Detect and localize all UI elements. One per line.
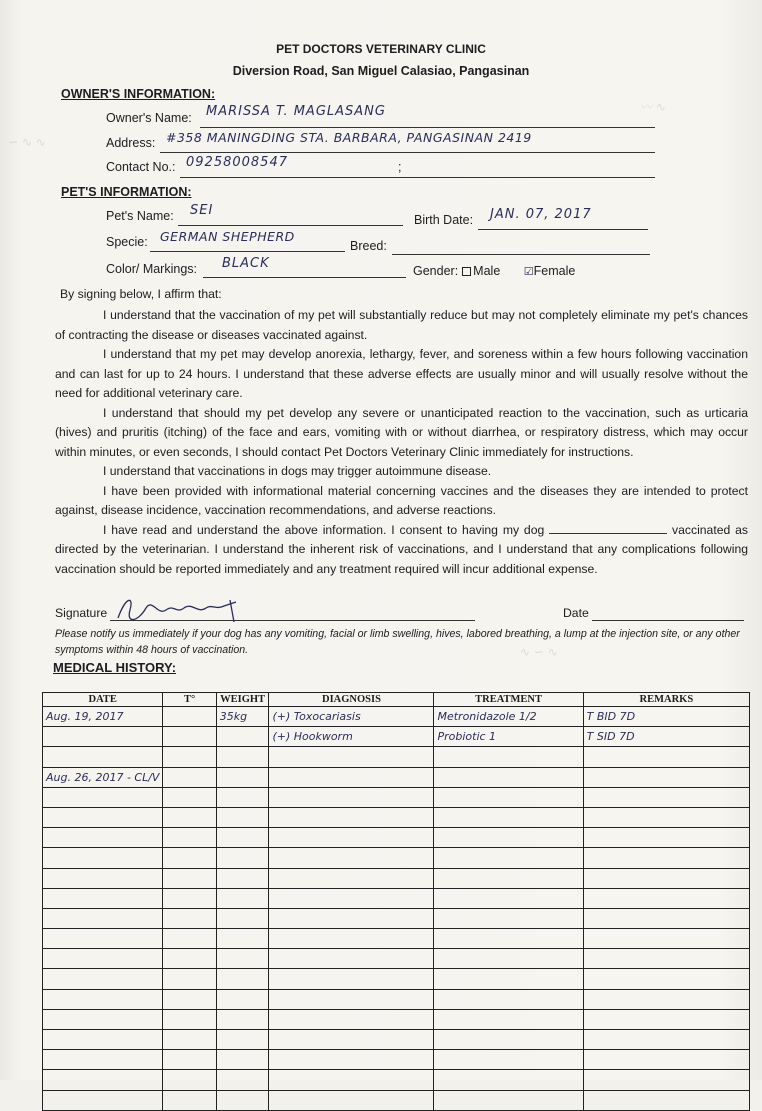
table-cell[interactable] [583, 929, 749, 949]
date-label: Date [563, 606, 589, 620]
consent-p4: I understand that vaccinations in dogs may trigger autoimmune disease. [103, 464, 492, 478]
table-row [43, 787, 750, 807]
table-row [43, 888, 750, 908]
gender-group [413, 264, 575, 278]
table-row [43, 807, 750, 827]
table-cell[interactable] [163, 908, 216, 928]
table-cell[interactable] [583, 1050, 749, 1070]
color-label: Color/ Markings: [106, 262, 197, 276]
address-field[interactable]: #358 MANINGDING STA. BARBARA, PANGASINAN 2419 [166, 130, 532, 145]
table-cell[interactable]: Aug. 19, 2017 [43, 707, 163, 727]
col-temp: T° [163, 693, 216, 707]
table-cell[interactable] [434, 888, 583, 908]
table-cell[interactable] [434, 949, 583, 969]
pet-name-field[interactable]: SEI [190, 203, 214, 218]
table-cell[interactable]: Aug. 26, 2017 - CL/V [43, 767, 163, 787]
table-cell[interactable]: (+) Hookworm [269, 727, 434, 747]
col-weight: WEIGHT [216, 693, 269, 707]
gender-label: Gender: [413, 264, 459, 278]
table-cell[interactable] [163, 767, 216, 787]
pet-section-heading: PET'S INFORMATION: [61, 185, 192, 199]
table-cell[interactable] [216, 848, 269, 868]
table-cell[interactable] [43, 1090, 163, 1110]
table-cell[interactable] [216, 949, 269, 969]
table-row [43, 848, 750, 868]
table-cell[interactable] [434, 929, 583, 949]
table-cell[interactable] [163, 848, 216, 868]
table-cell[interactable] [583, 767, 749, 787]
table-cell[interactable]: T SID 7D [583, 727, 749, 747]
table-cell[interactable] [583, 888, 749, 908]
table-cell[interactable] [583, 1009, 749, 1029]
col-date: DATE [43, 693, 163, 707]
bleed-through-marks-mid: ∿ ∽ ∿ [520, 645, 558, 659]
consent-intro: By signing below, I affirm that: [60, 287, 222, 301]
table-cell[interactable] [163, 1090, 216, 1110]
clinic-name: PET DOCTORS VETERINARY CLINIC [276, 42, 486, 56]
table-cell[interactable] [583, 807, 749, 827]
table-cell[interactable] [434, 848, 583, 868]
table-cell[interactable] [43, 807, 163, 827]
consent-p6 [55, 521, 748, 580]
table-cell[interactable] [216, 868, 269, 888]
table-cell[interactable] [163, 787, 216, 807]
table-cell[interactable] [434, 787, 583, 807]
medical-history-heading: MEDICAL HISTORY: [53, 660, 177, 675]
table-row [43, 828, 750, 848]
date-line [592, 620, 744, 621]
table-cell[interactable] [583, 908, 749, 928]
birth-date-line [478, 229, 648, 230]
table-row [43, 1050, 750, 1070]
table-cell[interactable] [43, 888, 163, 908]
table-row [43, 868, 750, 888]
table-cell[interactable] [163, 1009, 216, 1029]
consent-p1: I understand that the vaccination of my pet will substantially reduce but may not completely eliminate my pet's chances of contracting the disease or diseases vaccinated against. [55, 308, 748, 342]
col-diagnosis: DIAGNOSIS [269, 693, 434, 707]
table-cell[interactable] [163, 949, 216, 969]
table-row [43, 989, 750, 1009]
table-cell[interactable] [434, 868, 583, 888]
table-cell[interactable] [163, 888, 216, 908]
table-cell[interactable] [434, 989, 583, 1009]
table-cell[interactable] [269, 989, 434, 1009]
consent-p6-end: vaccinated as directed by the veterinarian. I understand the inherent risk of vaccinations, and I understand that any complications following vaccination should be reported immediately and any treatment required will incur additional expense. [55, 522, 749, 576]
table-cell[interactable]: (+) Toxocariasis [269, 707, 434, 727]
table-cell[interactable] [216, 1050, 269, 1070]
col-remarks: REMARKS [583, 693, 749, 707]
table-cell[interactable] [216, 1030, 269, 1050]
dog-name-blank[interactable] [549, 533, 667, 534]
bleed-through-marks: 〰 ∿ [640, 100, 666, 114]
table-cell[interactable] [269, 1009, 434, 1029]
table-cell[interactable] [583, 989, 749, 1009]
table-cell[interactable] [43, 929, 163, 949]
table-row [43, 908, 750, 928]
table-cell[interactable]: 35kg [216, 707, 269, 727]
table-cell[interactable] [269, 807, 434, 827]
table-cell[interactable] [43, 727, 163, 747]
table-cell[interactable] [434, 1050, 583, 1070]
table-cell[interactable] [43, 868, 163, 888]
table-cell[interactable] [434, 747, 583, 767]
table-header-row [43, 693, 750, 707]
table-cell[interactable] [216, 828, 269, 848]
clinic-address: Diversion Road, San Miguel Calasiao, Pangasinan [232, 64, 530, 78]
table-cell[interactable] [583, 848, 749, 868]
table-cell[interactable] [583, 1030, 749, 1050]
female-checkbox[interactable]: ☑ [523, 265, 534, 278]
table-cell[interactable]: Probiotic 1 [434, 727, 583, 747]
birth-date-label: Birth Date: [414, 213, 474, 227]
male-checkbox[interactable] [462, 267, 471, 276]
consent-paragraphs [55, 306, 748, 579]
contact-label: Contact No.: [106, 160, 176, 174]
owner-name-field[interactable]: MARISSA T. MAGLASANG [206, 104, 386, 119]
table-cell[interactable] [216, 767, 269, 787]
table-cell[interactable] [216, 969, 269, 989]
table-cell[interactable] [163, 727, 216, 747]
table-cell[interactable] [163, 1030, 216, 1050]
table-row [43, 1009, 750, 1029]
table-cell[interactable] [583, 969, 749, 989]
table-cell[interactable] [216, 1009, 269, 1029]
birth-date-field[interactable]: JAN. 07, 2017 [490, 207, 592, 222]
notice-text: Please notify us immediately if your dog has any vomiting, facial or limb swelling, hives, labored breathing, a lump at the injection site, or any other symptoms within 48 hours of vaccination. [55, 628, 740, 656]
table-row [43, 747, 750, 767]
consent-p3: I understand that should my pet develop any severe or unanticipated reaction to the vaccination, such as urticaria (hives) and pruritis (itching) of the face and ears, vomiting with or without diarrhea, or respiratory distress, which may occur within minutes, or even seconds, I should contact Pet Doctors Veterinary Clinic immediately for instructions. [55, 405, 748, 459]
table-cell[interactable] [163, 929, 216, 949]
table-cell[interactable] [269, 1050, 434, 1070]
table-cell[interactable] [163, 807, 216, 827]
table-cell[interactable] [583, 868, 749, 888]
table-cell[interactable] [583, 1090, 749, 1110]
table-cell[interactable] [269, 1030, 434, 1050]
contact-separator: ; [398, 160, 402, 174]
table-cell[interactable]: Metronidazole 1/2 [434, 707, 583, 727]
table-cell[interactable] [43, 1050, 163, 1070]
breed-line [392, 254, 650, 255]
table-cell[interactable] [269, 868, 434, 888]
consent-p2: I understand that my pet may develop anorexia, lethargy, fever, and soreness within a few hours following vaccination and can last for up to 24 hours. I understand that these adverse effects are usually minor and will usually resolve without the need for additional veterinary care. [55, 347, 748, 400]
table-cell[interactable] [43, 989, 163, 1009]
breed-label: Breed: [350, 239, 387, 253]
table-cell[interactable] [163, 1050, 216, 1070]
table-cell[interactable] [43, 1030, 163, 1050]
table-cell[interactable] [43, 848, 163, 868]
table-cell[interactable] [434, 828, 583, 848]
table-cell[interactable] [269, 969, 434, 989]
table-cell[interactable] [163, 747, 216, 767]
table-cell[interactable] [583, 787, 749, 807]
owner-name-line [200, 127, 655, 128]
table-row [43, 727, 750, 747]
table-cell[interactable] [216, 888, 269, 908]
table-cell[interactable] [216, 747, 269, 767]
table-cell[interactable]: T BID 7D [583, 707, 749, 727]
table-cell[interactable] [216, 1090, 269, 1110]
female-label: Female [533, 264, 576, 278]
table-cell[interactable] [43, 949, 163, 969]
color-field[interactable]: BLACK [222, 256, 270, 271]
table-row [43, 949, 750, 969]
owner-name-label: Owner's Name: [106, 111, 192, 125]
address-label: Address: [106, 136, 156, 150]
table-cell[interactable] [43, 787, 163, 807]
owner-signature[interactable] [112, 592, 247, 626]
table-cell[interactable] [163, 969, 216, 989]
consent-p6-start: I have read and understand the above information. I consent to having my dog [103, 522, 545, 537]
table-cell[interactable] [216, 807, 269, 827]
table-row [43, 707, 750, 727]
owner-section-heading: OWNER'S INFORMATION: [61, 87, 216, 101]
table-cell[interactable] [269, 888, 434, 908]
table-cell[interactable] [269, 767, 434, 787]
table-cell[interactable] [434, 1009, 583, 1029]
specie-label: Specie: [106, 235, 148, 249]
table-row [43, 929, 750, 949]
contact-line [180, 177, 655, 178]
table-cell[interactable] [269, 828, 434, 848]
table-cell[interactable] [43, 969, 163, 989]
table-cell[interactable] [216, 727, 269, 747]
table-cell[interactable] [434, 1090, 583, 1110]
table-row [43, 1090, 750, 1110]
table-cell[interactable] [434, 1030, 583, 1050]
table-cell[interactable] [434, 767, 583, 787]
table-cell[interactable] [216, 787, 269, 807]
table-row [43, 1030, 750, 1050]
table-cell[interactable] [216, 989, 269, 1009]
address-line [160, 152, 655, 153]
contact-field[interactable]: 09258008547 [186, 155, 288, 170]
table-cell[interactable] [216, 908, 269, 928]
table-cell[interactable] [583, 828, 749, 848]
color-line [203, 277, 406, 278]
table-cell[interactable] [216, 929, 269, 949]
specie-line [150, 251, 345, 252]
bleed-through-marks-left: ∽ ∿ ∿ [8, 135, 46, 149]
table-cell[interactable] [43, 1009, 163, 1029]
table-cell[interactable] [583, 949, 749, 969]
pet-name-line [178, 225, 403, 226]
table-cell[interactable] [43, 908, 163, 928]
medical-history-table [42, 692, 750, 1111]
table-cell[interactable] [434, 807, 583, 827]
pet-name-label: Pet's Name: [106, 209, 174, 223]
table-cell[interactable] [43, 747, 163, 767]
table-cell[interactable] [163, 868, 216, 888]
specie-field[interactable]: GERMAN SHEPHERD [160, 229, 295, 244]
table-cell[interactable] [269, 848, 434, 868]
table-row [43, 767, 750, 787]
table-cell[interactable] [269, 929, 434, 949]
table-cell[interactable] [269, 908, 434, 928]
col-treatment: TREATMENT [434, 693, 583, 707]
table-cell[interactable] [583, 747, 749, 767]
consent-p5: I have been provided with informational material concerning vaccines and the diseases they are intended to protect against, disease incidence, vaccination recommendations, and adverse reactions. [55, 483, 748, 517]
table-cell[interactable] [43, 828, 163, 848]
table-cell[interactable] [269, 1090, 434, 1110]
table-cell[interactable] [163, 989, 216, 1009]
table-cell[interactable] [269, 747, 434, 767]
male-label: Male [473, 264, 501, 278]
table-cell[interactable] [434, 908, 583, 928]
signature-label: Signature [55, 606, 108, 620]
table-cell[interactable] [269, 787, 434, 807]
table-row [43, 969, 750, 989]
table-cell[interactable] [269, 949, 434, 969]
table-cell[interactable] [163, 707, 216, 727]
table-cell[interactable] [163, 828, 216, 848]
table-cell[interactable] [434, 969, 583, 989]
